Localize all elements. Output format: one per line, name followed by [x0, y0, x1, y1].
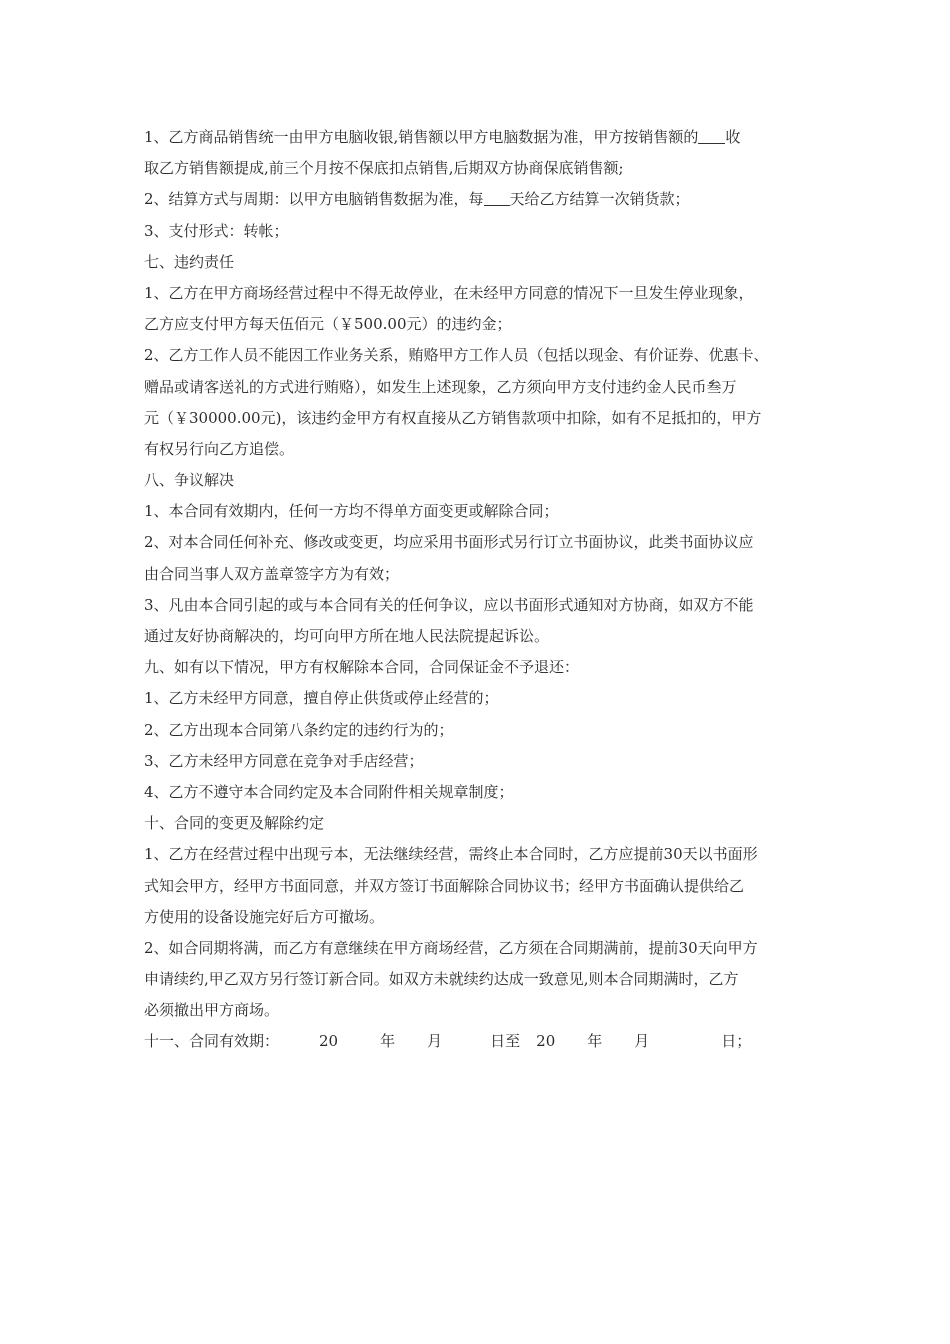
text-line: 2、如合同期将满，而乙方有意继续在甲方商场经营，乙方须在合同期满前，提前30天向甲方 [144, 938, 758, 957]
text-line: 有权另行向乙方追偿。 [144, 439, 295, 458]
text-line: 1、乙方商品销售统一由甲方电脑收银,销售额以甲方电脑数据为准，甲方按销售额的 收 [144, 128, 741, 146]
text-line: 乙方应支付甲方每天伍佰元（￥500.00元）的违约金； [144, 315, 512, 334]
text-line: 1、本合同有效期内，任何一方均不得单方面变更或解除合同； [144, 502, 559, 521]
blank-field [484, 189, 510, 206]
section-heading: 九、如有以下情况，甲方有权解除本合同，合同保证金不予退还： [144, 658, 580, 677]
text-line: 赠品或请客送礼的方式进行贿赂），如发生上述现象，乙方须向甲方支付违约金人民币叁万 [144, 377, 737, 396]
text-line: 申请续约,甲乙双方另行签订新合同。如双方未就续约达成一致意见,则本合同期满时，乙方 [144, 970, 739, 989]
text-line: 2、对本合同任何补充、修改或变更，均应采用书面形式另行订立书面协议，此类书面协议应 [144, 533, 754, 552]
text-line: 元（￥30000.00元)，该违约金甲方有权直接从乙方销售款项中扣除，如有不足抵扣的，甲方 [144, 408, 762, 427]
text-line: 由合同当事人双方盖章签字方为有效； [144, 564, 400, 583]
text-line: 2、结算方式与周期：以甲方电脑销售数据为准，每 天给乙方结算一次销货款； [144, 190, 690, 209]
section-heading: 十、合同的变更及解除约定 [144, 814, 325, 833]
year-prefix: 20 [319, 1032, 339, 1051]
text-line: 1、乙方在经营过程中出现亏本，无法继续经营，需终止本合同时，乙方应提前30天以书面形 [144, 845, 758, 864]
year-prefix: 20 [536, 1032, 556, 1051]
text-line: 2、乙方工作人员不能因工作业务关系，贿赂甲方工作人员（包括以现金、有价证券、优惠卡、 [144, 346, 769, 365]
text-line: 3、乙方未经甲方同意在竞争对手店经营； [144, 751, 424, 770]
validity-period-line: 十一、合同有效期： 20 年 月 日至 20 年 月 日； [144, 1032, 752, 1051]
text-line: 1、乙方在甲方商场经营过程中不得无故停业，在未经甲方同意的情况下一旦发生停业现象， [144, 283, 754, 302]
blank-field [698, 127, 725, 144]
text-line: 必须撤出甲方商场。 [144, 1001, 280, 1020]
text-line: 通过友好协商解决的，均可向甲方所在地人民法院提起诉讼。 [144, 627, 550, 645]
section-heading: 七、违约责任 [144, 252, 235, 271]
text-line: 取乙方销售额提成,前三个月按不保底扣点销售,后期双方协商保底销售额; [144, 159, 624, 178]
text-line: 4、乙方不遵守本合同约定及本合同附件相关规章制度； [144, 782, 514, 801]
text-line: 3、凡由本合同引起的或与本合同有关的任何争议，应以书面形式通知对方协商，如双方不能 [144, 595, 754, 614]
text-line: 方使用的设备设施完好后方可撤场。 [144, 907, 385, 926]
section-heading: 八、争议解决 [144, 471, 235, 490]
contract-text [144, 122, 812, 1058]
text-line: 1、乙方未经甲方同意，擅自停止供货或停止经营的； [144, 689, 499, 708]
text-line: 式知会甲方，经甲方书面同意，并双方签订书面解除合同协议书；经甲方书面确认提供给乙 [144, 876, 745, 895]
text-line: 2、乙方出现本合同第八条约定的违约行为的； [144, 720, 454, 739]
text-line: 3、支付形式：转帐； [144, 221, 289, 240]
